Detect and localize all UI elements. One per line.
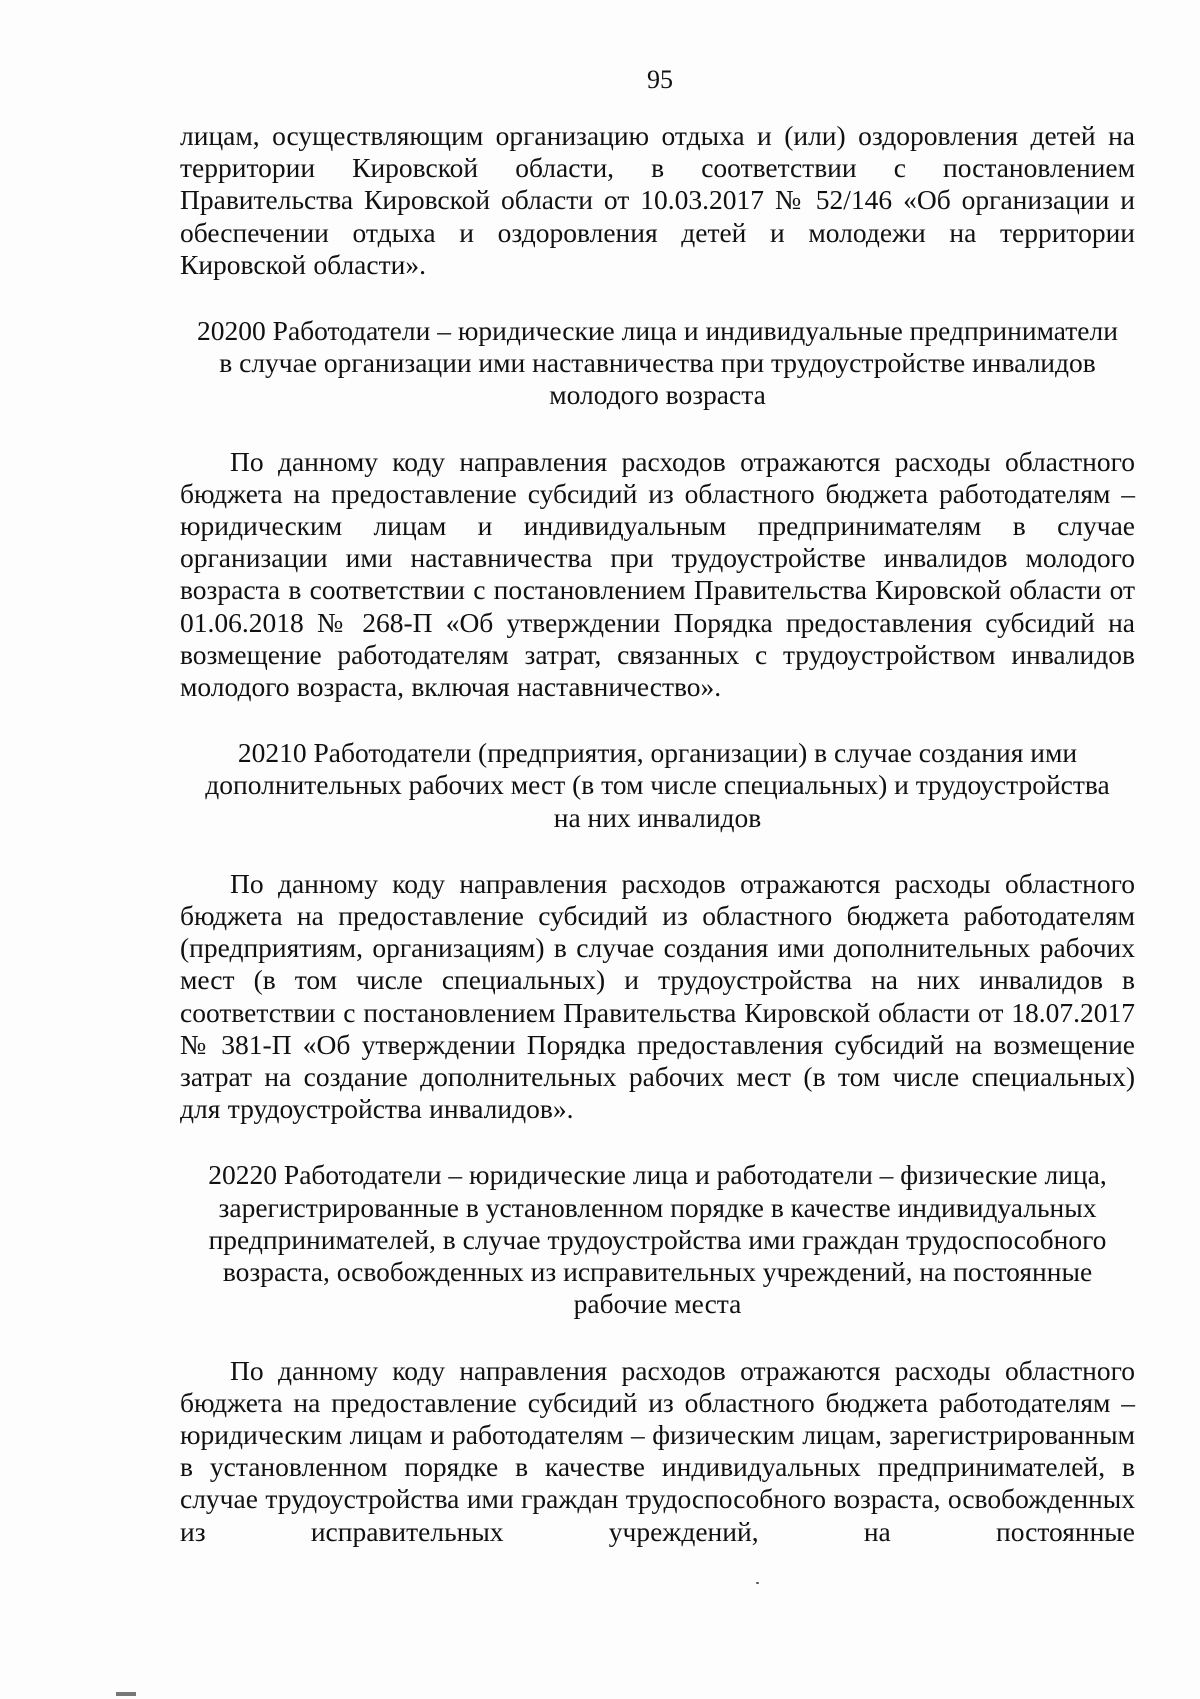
heading-line: 20200 Работодатели – юридические лица и индивидуальные предприниматели	[197, 315, 1118, 347]
paragraph-20200: По данному коду направления расходов отражаются расходы областного бюджета на предоставление субсидий из областного бюджета работодателям – юридическим лицам и индивидуальным предпринимателям в случае организации ими наставничества при трудоустройстве инвалидов молодого возраста в соответствии с постановлением Правительства Кировской области от 01.06.2018 № 268-П «Об утверждении Порядка предоставления субсидий на возмещение работодателям затрат, связанных с трудоустройством инвалидов молодого возраста, включая наставничество».	[180, 445, 1135, 703]
heading-line: в случае организации ими наставничества при трудоустройстве инвалидов	[219, 347, 1096, 379]
heading-line: на них инвалидов	[553, 801, 762, 833]
paragraph-intro-continuation: лицам, осуществляющим организацию отдыха и (или) оздоровления детей на территории Кировской области, в соответствии с постановлением Правительства Кировской области от 10.03.2017 № 52/146 «Об организации и обеспечении отдыха и оздоровления детей и молодежи на территории Кировской области».	[180, 120, 1135, 280]
spacer	[180, 1321, 1135, 1355]
heading-line: зарегистрированные в установленном порядке в качестве индивидуальных	[218, 1191, 1097, 1223]
spacer	[180, 834, 1135, 868]
section-heading-20210	[180, 737, 1135, 834]
heading-line: предпринимателей, в случае трудоустройства ими граждан трудоспособного	[208, 1223, 1107, 1255]
heading-line: молодого возраста	[549, 379, 766, 411]
heading-line: 20220 Работодатели – юридические лица и работодатели – физические лица,	[208, 1159, 1107, 1191]
paragraph-20210: По данному коду направления расходов отражаются расходы областного бюджета на предоставление субсидий из областного бюджета работодателям (предприятиям, организациям) в случае создания ими дополнительных рабочих мест (в том числе специальных) и трудоустройства на них инвалидов в соответствии с постановлением Правительства Кировской области от 18.07.2017 № 381-П «Об утверждении Порядка предоставления субсидий на возмещение затрат на создание дополнительных рабочих мест (в том числе специальных) для трудоустройства инвалидов».	[180, 867, 1135, 1125]
spacer	[180, 703, 1135, 737]
scan-speck	[756, 1582, 759, 1584]
spacer	[180, 281, 1135, 315]
heading-line: дополнительных рабочих мест (в том числе специальных) и трудоустройства	[205, 769, 1110, 801]
paragraph-20220: По данному коду направления расходов отражаются расходы областного бюджета на предоставление субсидий из областного бюджета работодателям – юридическим лицам и работодателям – физическим лицам, зарегистрированным в установленном порядке в качестве индивидуальных предпринимателей, в случае трудоустройства ими граждан трудоспособного возраста, освобожденных из исправительных учреждений, на постоянные	[180, 1354, 1135, 1547]
section-heading-20200	[180, 315, 1135, 412]
heading-line: 20210 Работодатели (предприятия, организации) в случае создания ими	[237, 737, 1078, 769]
heading-line: рабочие места	[573, 1288, 742, 1320]
page-number: 95	[647, 65, 673, 94]
scan-smudge	[116, 1692, 136, 1696]
heading-line: возраста, освобожденных из исправительных учреждений, на постоянные	[222, 1256, 1093, 1288]
section-heading-20220	[180, 1159, 1135, 1320]
document-body	[180, 120, 1135, 1548]
spacer	[180, 412, 1135, 446]
spacer	[180, 1125, 1135, 1159]
